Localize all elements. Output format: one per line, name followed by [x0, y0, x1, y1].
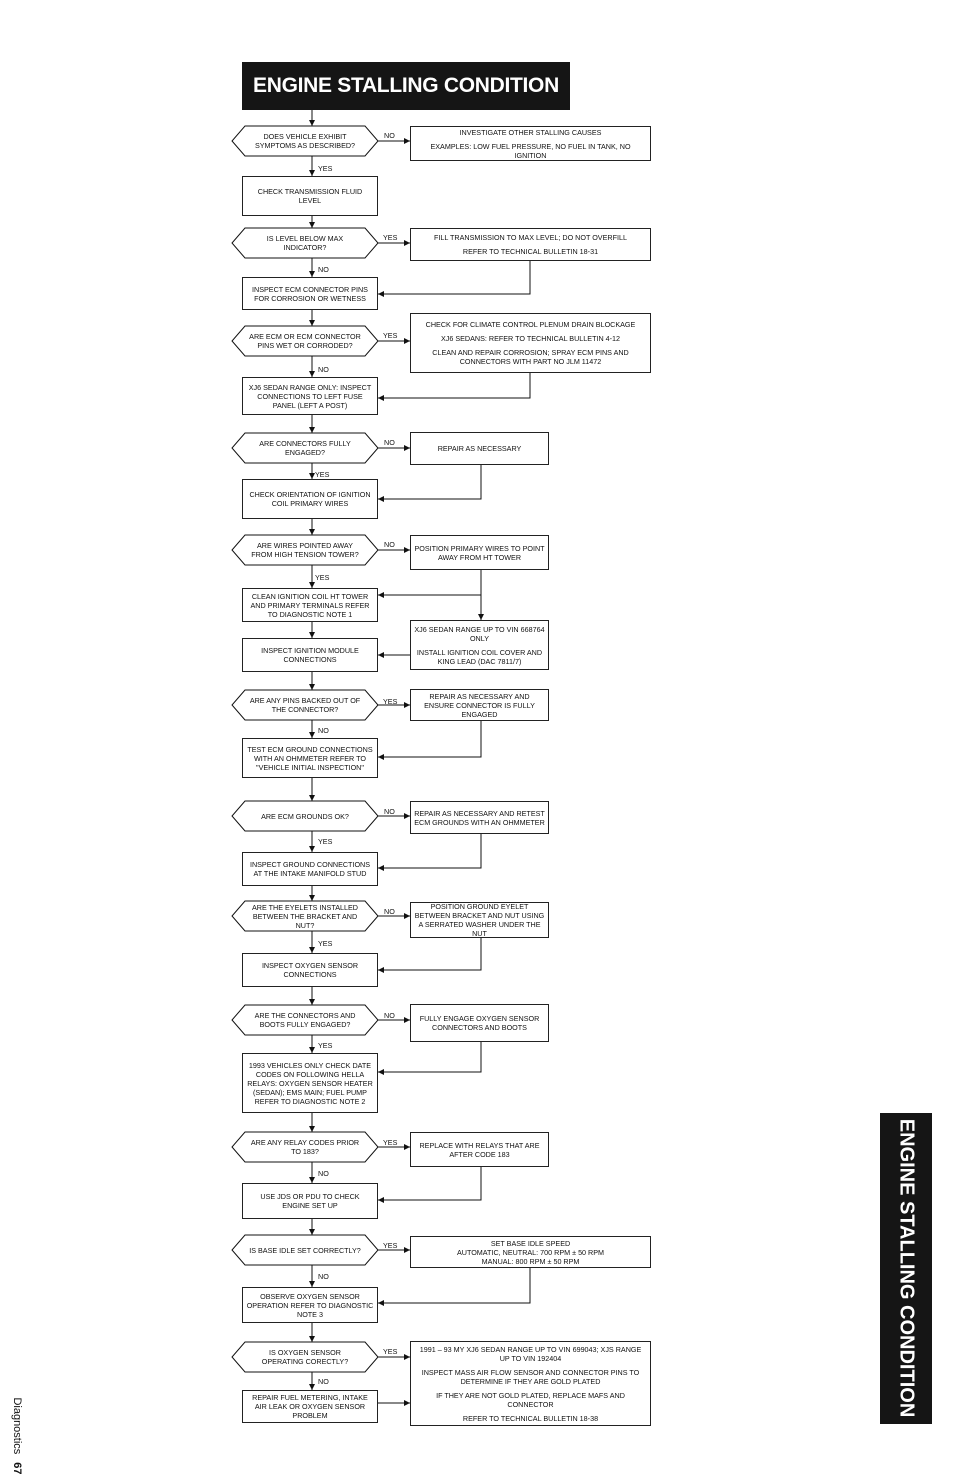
connector [378, 1042, 481, 1072]
step-text: INSPECT ECM CONNECTOR PINS FOR CORROSION OR WETNESS [252, 284, 368, 303]
step-inspect-ground-connections [242, 852, 378, 886]
decision-text: ARE THE CONNECTORS AND BOOTS FULLY ENGAGED? [254, 1011, 356, 1029]
branch-label-yes: YES [383, 233, 398, 242]
step-inspect-fuse-panel [242, 377, 378, 415]
step-text: USE JDS OR PDU TO CHECK ENGINE SET UP [260, 1192, 360, 1210]
decision-text: ARE CONNECTORS FULLY ENGAGED? [259, 439, 351, 457]
branch-label-no: NO [384, 807, 395, 816]
action-replace-relays [410, 1132, 549, 1167]
action-inspect-mass-air-flow [410, 1341, 651, 1426]
action-text: POSITION GROUND EYELET BETWEEN BRACKET AND NUT USING A SERRATED WASHER UNDER THE NUT [414, 902, 545, 938]
step-text: CHECK TRANSMISSION FLUID LEVEL [257, 187, 363, 205]
decision-text: ARE THE EYELETS INSTALLED BETWEEN THE BRACKET AND NUT? [252, 902, 358, 930]
decision-text: ARE ANY RELAY CODES PRIOR TO 183? [250, 1138, 360, 1156]
decision-text: ARE ECM OR ECM CONNECTOR PINS WET OR CORRODED? [249, 332, 361, 350]
branch-label-no: NO [318, 1272, 329, 1281]
step-text: TEST ECM GROUND CONNECTIONS WITH AN OHMMETER REFER TO "VEHICLE INITIAL INSPECTION" [247, 744, 373, 772]
decision-connectors-engaged [232, 433, 378, 463]
branch-label-yes: YES [315, 470, 330, 479]
step-text: INSPECT GROUND CONNECTIONS AT THE INTAKE MANIFOLD STUD [249, 860, 371, 878]
connector [378, 261, 530, 294]
decision-text: IS LEVEL BELOW MAX INDICATOR? [266, 234, 344, 252]
branch-label-no: NO [384, 1011, 395, 1020]
step-text: CHECK ORIENTATION OF IGNITION COIL PRIMARY WIRES [249, 490, 371, 508]
action-text: CHECK FOR CLIMATE CONTROL PLENUM DRAIN BLOCKAGE [425, 320, 636, 329]
decision-text: ARE WIRES POINTED AWAY FROM HIGH TENSION TOWER? [251, 541, 359, 559]
action-fill-transmission [410, 228, 651, 261]
branch-label-yes: YES [318, 939, 333, 948]
step-check-coil-wires [242, 479, 378, 519]
decision-vehicle-symptoms [232, 126, 378, 156]
step-inspect-ecm-pins [242, 277, 378, 310]
action-position-ground-eyelet [410, 902, 549, 938]
action-text: FILL TRANSMISSION TO MAX LEVEL; DO NOT OVERFILL [434, 233, 627, 242]
branch-label-no: NO [318, 1169, 329, 1178]
action-text: INVESTIGATE OTHER STALLING CAUSES [459, 127, 602, 137]
action-text: REPAIR AS NECESSARY [437, 444, 522, 453]
side-tab [880, 1113, 932, 1424]
branch-label-no: NO [384, 131, 395, 140]
decision-ecm-grounds [232, 801, 378, 831]
action-check-plenum-drain [410, 313, 651, 373]
decision-boots-engaged [232, 1005, 378, 1035]
action-investigate-other-causes [410, 126, 651, 161]
page-footer [8, 1395, 26, 1477]
branch-label-yes: YES [383, 1138, 398, 1147]
connector [378, 465, 481, 499]
decision-oxygen-sensor [232, 1342, 378, 1372]
branch-label-no: NO [318, 1377, 329, 1386]
action-text: INSPECT MASS AIR FLOW SENSOR AND CONNECTOR PINS TO DETERMINE IF THEY ARE GOLD PLATED [421, 1367, 640, 1386]
footer-section: Diagnostics [11, 1397, 23, 1455]
step-clean-coil-tower [242, 588, 378, 622]
action-text: EXAMPLES: LOW FUEL PRESSURE, NO FUEL IN TANK, NO IGNITION [430, 141, 631, 160]
step-text: XJ6 SEDAN RANGE ONLY: INSPECT CONNECTIONS TO LEFT FUSE PANEL (LEFT A POST) [248, 382, 372, 410]
decision-pins-backed-out [232, 690, 378, 720]
branch-label-no: NO [384, 438, 395, 447]
branch-label-no: NO [318, 265, 329, 274]
action-text: XJ6 SEDAN RANGE UP TO VIN 668764 ONLY [414, 624, 545, 643]
connector [378, 1167, 481, 1200]
action-text: SET BASE IDLE SPEED [490, 1238, 571, 1248]
branch-label-no: NO [318, 726, 329, 735]
connector [378, 721, 481, 757]
action-text: REFER TO TECHNICAL BULLETIN 18-31 [462, 247, 599, 256]
branch-label-yes: YES [318, 164, 333, 173]
action-set-base-idle [410, 1236, 651, 1268]
action-engage-oxygen-connectors [410, 1004, 549, 1042]
step-inspect-oxygen-connections [242, 953, 378, 987]
branch-label-yes: YES [383, 1347, 398, 1356]
branch-label-yes: YES [383, 697, 398, 706]
page-number: 67 [11, 1462, 23, 1475]
step-text: INSPECT OXYGEN SENSOR CONNECTIONS [261, 961, 359, 979]
step-text: INSPECT IGNITION MODULE CONNECTIONS [261, 646, 359, 664]
action-retest-ecm-grounds [410, 801, 549, 834]
action-text: 1991 – 93 MY XJ6 SEDAN RANGE UP TO VIN 699043; XJS RANGE UP TO VIN 192404 [419, 1344, 642, 1363]
step-text: REPAIR FUEL METERING, INTAKE AIR LEAK OR OXYGEN SENSOR PROBLEM [252, 1393, 368, 1420]
branch-label-yes: YES [318, 837, 333, 846]
step-check-relay-codes [242, 1053, 378, 1113]
step-inspect-ignition-module [242, 638, 378, 672]
branch-label-yes: YES [383, 1241, 398, 1250]
action-repair-connector [410, 689, 549, 721]
action-text: INSTALL IGNITION COIL COVER AND KING LEAD (DAC 7811/7) [416, 647, 543, 666]
action-position-primary-wires [410, 535, 549, 570]
step-text: 1993 VEHICLES ONLY CHECK DATE CODES ON FOLLOWING HELLA RELAYS: OXYGEN SENSOR HEATER (SEDAN); EMS MAIN; FUEL PUMP REFER TO DIAGNOSTIC NOTE 2 [247, 1060, 373, 1106]
action-repair-as-necessary [410, 432, 549, 465]
connector [378, 570, 481, 595]
step-check-engine-setup [242, 1183, 378, 1219]
connector [378, 373, 530, 398]
action-text: MANUAL: 800 RPM ± 50 RPM [481, 1256, 580, 1266]
side-tab-text: ENGINE STALLING CONDITION [895, 1118, 918, 1418]
decision-text: IS BASE IDLE SET CORRECTLY? [249, 1245, 361, 1255]
connector [378, 938, 481, 970]
connector [378, 1268, 530, 1303]
action-text: REPAIR AS NECESSARY AND RETEST ECM GROUNDS WITH AN OHMMETER [414, 808, 545, 827]
step-repair-fuel-metering [242, 1390, 378, 1423]
decision-relay-codes [232, 1132, 378, 1162]
action-text: XJ6 SEDANS: REFER TO TECHNICAL BULLETIN 4-12 [440, 334, 621, 343]
action-install-coil-cover [410, 620, 549, 670]
branch-label-no: NO [384, 540, 395, 549]
decision-eyelets-installed [232, 901, 378, 931]
decision-level-below-max [232, 228, 378, 258]
decision-text: ARE ANY PINS BACKED OUT OF THE CONNECTOR? [249, 696, 361, 714]
action-text: IF THEY ARE NOT GOLD PLATED, REPLACE MAFS AND CONNECTOR [436, 1390, 625, 1409]
decision-text: IS OXYGEN SENSOR OPERATING CORECTLY? [261, 1348, 349, 1366]
decision-text: DOES VEHICLE EXHIBIT SYMPTOMS AS DESCRIBED? [254, 132, 356, 150]
step-observe-oxygen-sensor [242, 1287, 378, 1323]
step-text: CLEAN IGNITION COIL HT TOWER AND PRIMARY TERMINALS REFER TO DIAGNOSTIC NOTE 1 [250, 591, 370, 619]
branch-label-no: NO [384, 907, 395, 916]
decision-base-idle [232, 1235, 378, 1265]
action-text: FULLY ENGAGE OXYGEN SENSOR CONNECTORS AND BOOTS [419, 1014, 540, 1032]
decision-text: ARE ECM GROUNDS OK? [261, 811, 349, 821]
action-text: CLEAN AND REPAIR CORROSION; SPRAY ECM PINS AND CONNECTORS WITH PART NO JLM 11472 [432, 348, 629, 366]
step-check-transmission-fluid [242, 176, 378, 216]
step-text: OBSERVE OXYGEN SENSOR OPERATION REFER TO DIAGNOSTIC NOTE 3 [246, 1291, 374, 1319]
action-text: AUTOMATIC, NEUTRAL: 700 RPM ± 50 RPM [456, 1247, 605, 1257]
decision-ecm-wet [232, 326, 378, 356]
action-text: REPAIR AS NECESSARY AND ENSURE CONNECTOR IS FULLY ENGAGED [424, 691, 535, 719]
connector [378, 834, 481, 868]
decision-wires-pointed [232, 535, 378, 565]
branch-label-yes: YES [383, 331, 398, 340]
branch-label-yes: YES [318, 1041, 333, 1050]
step-test-ecm-grounds [242, 738, 378, 778]
branch-label-no: NO [318, 365, 329, 374]
action-text: REPLACE WITH RELAYS THAT ARE AFTER CODE 183 [419, 1140, 540, 1159]
action-text: POSITION PRIMARY WIRES TO POINT AWAY FROM HT TOWER [414, 543, 545, 562]
branch-label-yes: YES [315, 573, 330, 582]
action-text: REFER TO TECHNICAL BULLETIN 18-38 [462, 1413, 599, 1423]
page-title: ENGINE STALLING CONDITION [242, 62, 570, 110]
